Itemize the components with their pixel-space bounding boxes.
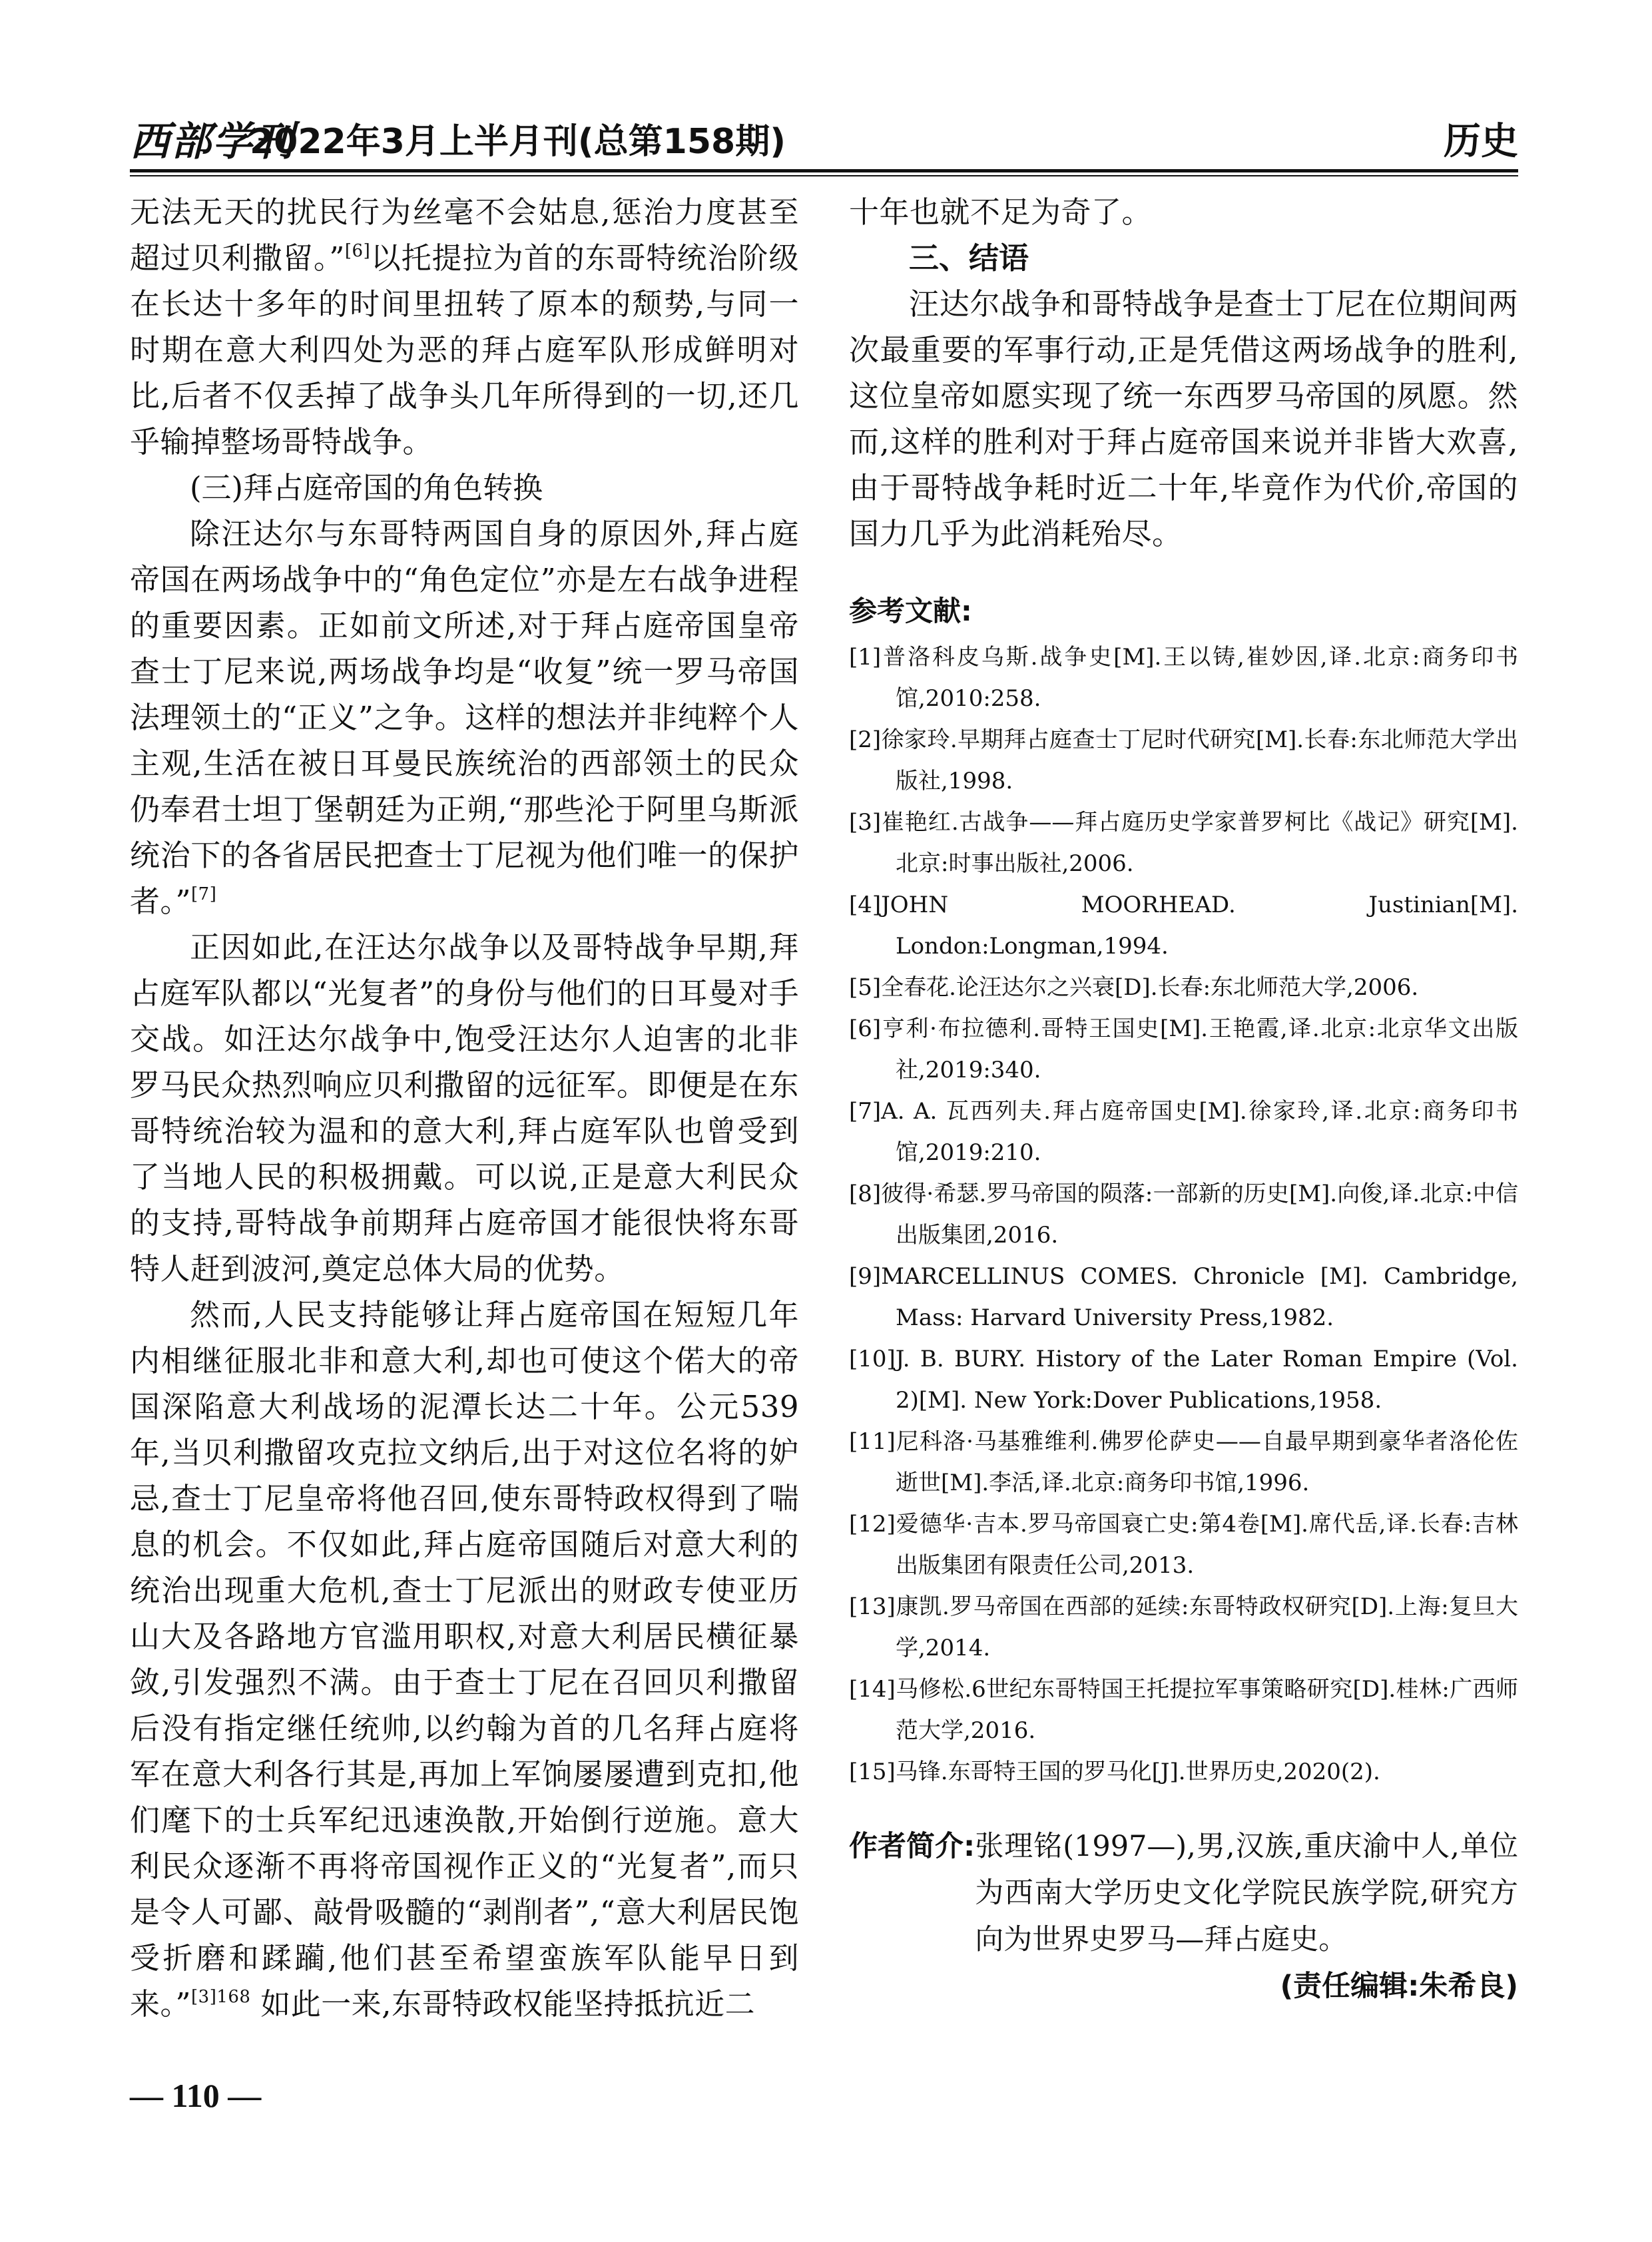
reference-item: [5]全春花.论汪达尔之兴衰[D].长春:东北师范大学,2006. — [849, 974, 1419, 1001]
responsible-editor: (责任编辑:朱希良) — [1280, 1970, 1518, 2003]
author-label: 作者简介: — [849, 1830, 975, 1863]
journal-logo: 西部学刊 — [130, 119, 295, 165]
author-bio — [849, 1823, 1518, 2010]
paragraph-text: 然而,人民支持能够让拜占庭帝国在短短几年内相继征服北非和意大利,却也可使这个偌大的帝国深陷意大利战场的泥潭长达二十年。公元539年,当贝利撒留攻克拉文纳后,出于对这位名将的妒忌,查士丁尼皇帝将他召回,使东哥特政权得到了喘息的机会。不仅如此,拜占庭帝国随后对意大利的统治出现重大危机,查士丁尼派出的财政专使亚历山大及各路地方官滥用职权,对意大利居民横征暴敛,引发强烈不满。由于查士丁尼在召回贝利撒留后没有指定继任统帅,以约翰为首的几名拜占庭将军在意大利各行其是,再加上军饷屡屡遭到克扣,他们麾下的士兵军纪迅速涣散,开始倒行逆施。意大利民众逐渐不再将帝国视作正义的“光复者”,而只是令人可鄙、敲骨吸髓的“剥削者”,“意大利居民饱受折磨和蹂躏,他们甚至希望蛮族军队能早日到来。” — [130, 1297, 799, 2022]
reference-item: [8]彼得·希瑟.罗马帝国的陨落:一部新的历史[M].向俊,译.北京:中信出版集团,2016. — [849, 1181, 1518, 1249]
section-name: 历史 — [1444, 120, 1518, 163]
reference-item: [4]JOHN MOORHEAD. Justinian[M]. London:Longman,1994. — [849, 892, 1518, 960]
paragraph-text: 除汪达尔与东哥特两国自身的原因外,拜占庭帝国在两场战争中的“角色定位”亦是左右战争进程的重要因素。正如前文所述,对于拜占庭帝国皇帝查士丁尼来说,两场战争均是“收复”统一罗马帝国法理领土的“正义”之争。这样的想法并非纯粹个人主观,生活在被日耳曼民族统治的西部领土的民众仍奉君士坦丁堡朝廷为正朔,“那些沦于阿里乌斯派统治下的各省居民把查士丁尼视为他们唯一的保护者。” — [130, 516, 799, 919]
section-heading: 三、结语 — [909, 240, 1029, 276]
body-paragraph — [130, 511, 799, 924]
citation: [7] — [191, 884, 217, 904]
reference-item: [15]马锋.东哥特王国的罗马化[J].世界历史,2020(2). — [849, 1759, 1380, 1785]
paragraph-text: 无法无天的扰民行为丝毫不会姑息,惩治力度甚至超过贝利撒留。” — [130, 194, 799, 276]
issue-info: 2022年3月上半月刊(总第158期) — [250, 122, 786, 162]
reference-item: [2]徐家玲.早期拜占庭查士丁尼时代研究[M].长春:东北师范大学出版社,1998. — [849, 726, 1518, 794]
reference-item: [6]亨利·布拉德利.哥特王国史[M].王艳霞,译.北京:北京华文出版社,2019:340. — [849, 1015, 1518, 1083]
reference-item: [3]崔艳红.古战争——拜占庭历史学家普罗柯比《战记》研究[M].北京:时事出版社,2006. — [849, 809, 1518, 877]
subsection-heading: (三)拜占庭帝国的角色转换 — [190, 470, 543, 505]
references-list — [849, 637, 1518, 1793]
paragraph-text: 以托提拉为首的东哥特统治阶级在长达十多年的时间里扭转了原本的颓势,与同一时期在意大利四处为恶的拜占庭军队形成鲜明对比,后者不仅丢掉了战争头几年所得到的一切,还几乎输掉整场哥特战争。 — [130, 240, 799, 459]
references-title: 参考文献: — [849, 595, 972, 627]
page-number: — 110 — — [130, 2077, 262, 2114]
reference-item: [10]J. B. BURY. History of the Later Roman Empire (Vol. 2)[M]. New York:Dover Publications,1958. — [849, 1346, 1518, 1414]
left-column — [130, 189, 799, 2027]
reference-item: [9]MARCELLINUS COMES. Chronicle [M]. Cambridge, Mass: Harvard University Press,1982. — [849, 1263, 1518, 1331]
header-rule-thick — [130, 169, 1518, 172]
citation: [6] — [344, 241, 371, 261]
reference-item: [14]马修松.6世纪东哥特国王托提拉军事策略研究[D].桂林:广西师范大学,2016. — [849, 1676, 1518, 1744]
reference-item: [12]爱德华·吉本.罗马帝国衰亡史:第4卷[M].席代岳,译.长春:吉林出版集团有限责任公司,2013. — [849, 1511, 1518, 1579]
right-column — [849, 189, 1518, 2010]
body-paragraph — [130, 189, 799, 465]
author-text: 张理铭(1997—),男,汉族,重庆渝中人,单位为西南大学历史文化学院民族学院,研究方向为世界史罗马—拜占庭史。 — [975, 1830, 1518, 1956]
reference-item: [11]尼科洛·马基雅维利.佛罗伦萨史——自最早期到豪华者洛伦佐逝世[M].李活,译.北京:商务印书馆,1996. — [849, 1428, 1518, 1496]
body-paragraph: 汪达尔战争和哥特战争是查士丁尼在位期间两次最重要的军事行动,正是凭借这两场战争的胜利,这位皇帝如愿实现了统一东西罗马帝国的夙愿。然而,这样的胜利对于拜占庭帝国来说并非皆大欢喜,由于哥特战争耗时近二十年,毕竟作为代价,帝国的国力几乎为此消耗殆尽。 — [849, 286, 1518, 551]
body-paragraph: 十年也就不足为奇了。 — [849, 194, 1153, 230]
header-rule-thin — [130, 175, 1518, 176]
reference-item: [7]A. A. 瓦西列夫.拜占庭帝国史[M].徐家玲,译.北京:商务印书馆,2019:210. — [849, 1098, 1518, 1166]
reference-item: [13]康凯.罗马帝国在西部的延续:东哥特政权研究[D].上海:复旦大学,2014. — [849, 1593, 1518, 1661]
reference-item: [1]普洛科皮乌斯.战争史[M].王以铸,崔妙因,译.北京:商务印书馆,2010:258. — [849, 644, 1518, 712]
author-row — [849, 1823, 1518, 1963]
body-paragraph — [130, 1292, 799, 2027]
page-header — [130, 112, 1518, 172]
citation: [3]168 — [191, 1987, 251, 2007]
paragraph-text: 如此一来,东哥特政权能坚持抵抗近二 — [260, 1986, 756, 2022]
body-paragraph: 正因如此,在汪达尔战争以及哥特战争早期,拜占庭军队都以“光复者”的身份与他们的日耳曼对手交战。如汪达尔战争中,饱受汪达尔人迫害的北非罗马民众热烈响应贝利撒留的远征军。即便是在东哥特统治较为温和的意大利,拜占庭军队也曾受到了当地人民的积极拥戴。可以说,正是意大利民众的支持,哥特战争前期拜占庭帝国才能很快将东哥特人赶到波河,奠定总体大局的优势。 — [130, 930, 799, 1286]
